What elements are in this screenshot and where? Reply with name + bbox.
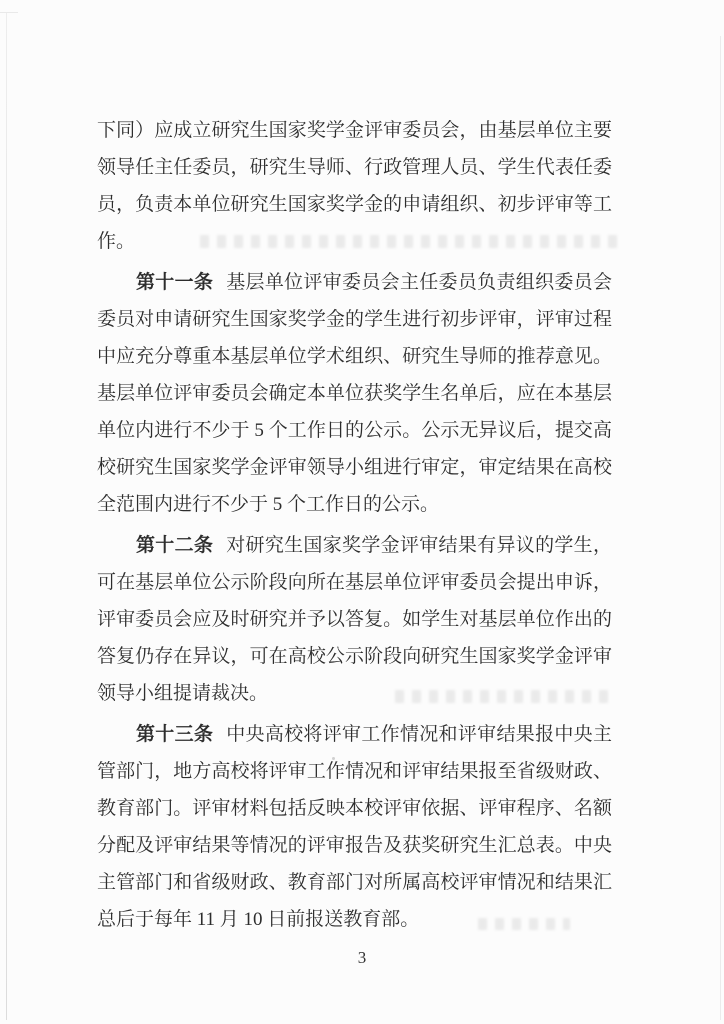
page-number: 3 [357,948,367,967]
scan-edge-top [0,12,18,13]
paragraph-article-13 [97,716,612,938]
scan-edge-left [6,12,7,1020]
article-13-number: 第十三条 [136,724,214,745]
scan-edge-right [720,36,721,1020]
paragraph-continuation: 下同）应成立研究生国家奖学金评审委员会，由基层单位主要领导任主任委员，研究生导师、行政管理人员、学生代表任委员，负责本单位研究生国家奖学金的申请组织、初步评审等工作。 [97,120,612,252]
article-12-number: 第十二条 [136,535,214,556]
article-13-text: 中央高校将评审工作情况和评审结果报中央主管部门，地方高校将评审工作情况和评审结果报至省级财政、教育部门。评审材料包括反映本校评审依据、评审程序、名额分配及评审结果等情况的评审报告及获奖研究生汇总表。中央主管部门和省级财政、教育部门对所属高校评审情况和结果汇总后于每年 11 月 10 日前报送教育部。 [97,724,612,930]
article-11-text: 基层单位评审委员会主任委员负责组织委员会委员对申请研究生国家奖学金的学生进行初步评审，评审过程中应充分尊重本基层单位学术组织、研究生导师的推荐意见。基层单位评审委员会确定本单位获奖学生名单后，应在本基层单位内进行不少于 5 个工作日的公示。公示无异议后，提交高校研究生国家奖学金评审领导小组进行审定，审定结果在高校全范围内进行不少于 5 个工作日的公示。 [97,272,612,515]
document-body [97,112,612,942]
article-11-number: 第十一条 [136,272,214,293]
article-12-text: 对研究生国家奖学金评审结果有异议的学生，可在基层单位公示阶段向所在基层单位评审委员会提出申诉，评审委员会应及时研究并予以答复。如学生对基层单位作出的答复仍存在异议，可在高校公示阶段向研究生国家奖学金评审领导小组提请裁决。 [97,535,612,704]
paragraph-article-11 [97,264,612,523]
paragraph-article-12 [97,527,612,712]
